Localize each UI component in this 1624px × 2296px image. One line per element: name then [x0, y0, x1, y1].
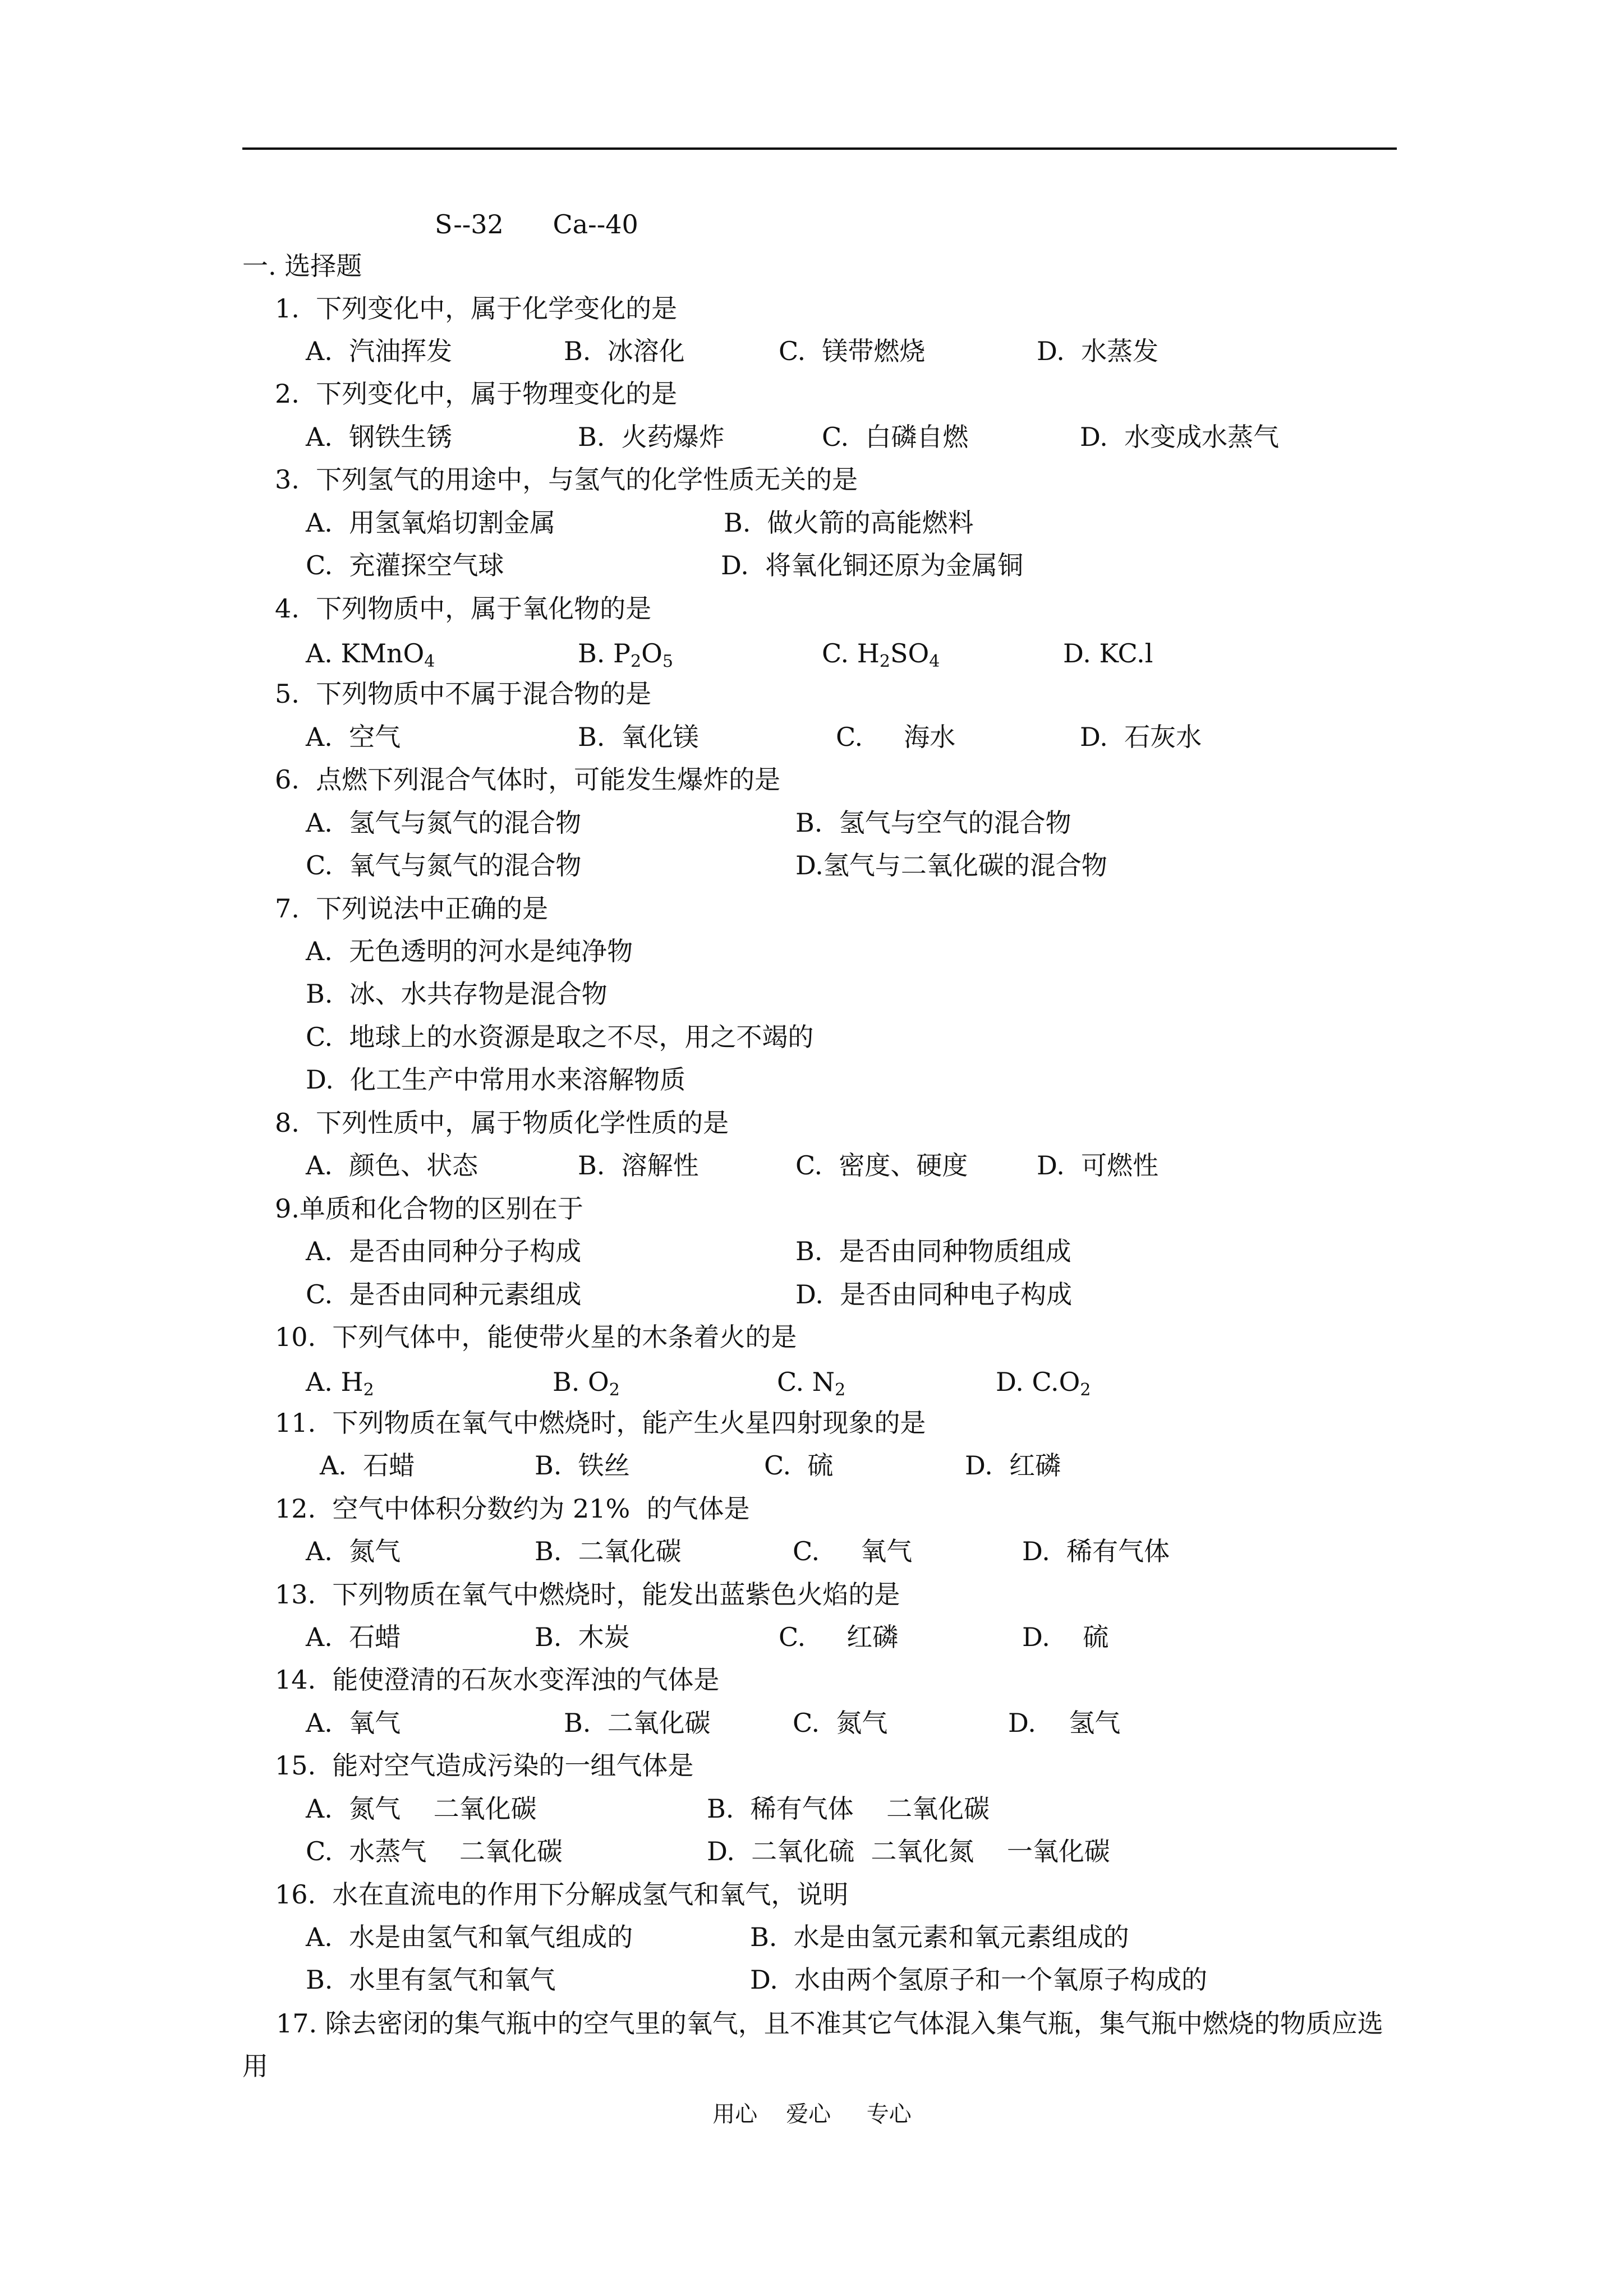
option-b: B. 水是由氢元素和氧元素组成的 [750, 1922, 1129, 1952]
option-b: B. 冰、水共存物是混合物 [306, 979, 608, 1009]
option-c: C. 氧气 [793, 1536, 913, 1566]
option-a: A. 石蜡 [320, 1450, 415, 1481]
option-a: A. 氮气 二氧化碳 [306, 1794, 537, 1824]
option-b: B. 火药爆炸 [578, 422, 725, 452]
option-d: D. 二氧化硫 二氧化氮 一氧化碳 [707, 1836, 1110, 1866]
option-c: C. 是否由同种元素组成 [306, 1279, 582, 1310]
option-d: D. 化工生产中常用水来溶解物质 [306, 1064, 686, 1095]
option-b: B. $O_2$ [553, 1367, 620, 1400]
option-d: D. 是否由同种电子构成 [795, 1279, 1073, 1310]
option-b: B. 木炭 [535, 1622, 630, 1652]
option-b: B. 氧化镁 [578, 722, 699, 752]
option-b: B. 做火箭的高能燃料 [724, 508, 974, 538]
question-stem: 6. 点燃下列混合气体时，可能发生爆炸的是 [275, 764, 781, 795]
option-b: B. 铁丝 [535, 1450, 630, 1481]
option-b: B. 二氧化碳 [564, 1708, 711, 1738]
question-stem: 2. 下列变化中，属于物理变化的是 [275, 379, 678, 409]
option-c: C. 密度、硬度 [795, 1150, 968, 1181]
option-d: D. $C.O_2$ [996, 1367, 1091, 1400]
option-d: D. 可燃性 [1037, 1150, 1159, 1181]
question-stem: 11. 下列物质在氧气中燃烧时，能产生火星四射现象的是 [275, 1408, 926, 1438]
option-b: B. 氢气与空气的混合物 [795, 808, 1071, 838]
option-d: D. KC.l [1063, 638, 1153, 668]
header-rule [242, 147, 1397, 150]
option-d: D. 将氧化铜还原为金属铜 [721, 550, 1024, 580]
option-d: D. 水蒸发 [1037, 336, 1159, 366]
option-a: A. 氮气 [306, 1536, 401, 1566]
question-stem: 13. 下列物质在氧气中燃烧时，能发出蓝紫色火焰的是 [275, 1579, 900, 1610]
option-c: C. 水蒸气 二氧化碳 [306, 1836, 563, 1866]
question-stem: 16. 水在直流电的作用下分解成氢气和氧气，说明 [275, 1879, 849, 1910]
option-c: C. 红磷 [779, 1622, 899, 1652]
question-stem: 8. 下列性质中，属于物质化学性质的是 [275, 1108, 729, 1138]
option-d: D. 硫 [1022, 1622, 1109, 1652]
option-b: B. 稀有气体 二氧化碳 [707, 1794, 990, 1824]
option-a: A. KMnO$_4$ [306, 638, 435, 671]
option-c: C. 白磷自燃 [822, 422, 969, 452]
option-a: A. 氧气 [306, 1708, 401, 1738]
option-c: C. 海水 [836, 722, 956, 752]
question-stem: 17. 除去密闭的集气瓶中的空气里的氧气，且不准其它气体混入集气瓶，集气瓶中燃烧的物质应选用 [242, 2008, 1383, 2081]
question-stem: 9.单质和化合物的区别在于 [275, 1193, 583, 1224]
option-d: D. 石灰水 [1080, 722, 1202, 752]
option-c: C. $N_2$ [777, 1367, 846, 1400]
option-a: A. 空气 [306, 722, 401, 752]
option-c: C. 硫 [764, 1450, 834, 1481]
option-a: A. $H_2$ [306, 1367, 374, 1400]
option-c: C. 氮气 [793, 1708, 888, 1738]
question-stem: 1. 下列变化中，属于化学变化的是 [275, 293, 678, 324]
option-a: A. 颜色、状态 [306, 1150, 479, 1181]
option-b: B. 溶解性 [578, 1150, 699, 1181]
option-c: C. 氧气与氮气的混合物 [306, 850, 582, 880]
option-a: A. 石蜡 [306, 1622, 401, 1652]
option-c: C. 镁带燃烧 [779, 336, 926, 366]
option-a: A. 氢气与氮气的混合物 [306, 808, 582, 838]
option-c: C. $H_2SO_4$ [822, 638, 940, 671]
option-b: B. 是否由同种物质组成 [795, 1236, 1071, 1266]
question-stem: 3. 下列氢气的用途中，与氢气的化学性质无关的是 [275, 464, 858, 495]
page-footer: 用心 爱心 专心 [712, 2101, 912, 2127]
question-stem: 7. 下列说法中正确的是 [275, 893, 549, 924]
option-d: D. 氢气 [1008, 1708, 1121, 1738]
option-b: B. 冰溶化 [564, 336, 685, 366]
question-stem: 5. 下列物质中不属于混合物的是 [275, 679, 652, 709]
question-stem: 14. 能使澄清的石灰水变浑浊的气体是 [275, 1665, 720, 1695]
option-d: D. 水变成水蒸气 [1080, 422, 1280, 452]
question-stem: 12. 空气中体积分数约为 21% 的气体是 [275, 1493, 750, 1524]
option-c: B. 水里有氢气和氧气 [306, 1965, 556, 1995]
option-c: C. 地球上的水资源是取之不尽，用之不竭的 [306, 1022, 814, 1052]
option-b: B. 二氧化碳 [535, 1536, 682, 1566]
question-stem: 4. 下列物质中，属于氧化物的是 [275, 593, 652, 624]
option-a: A. 用氢氧焰切割金属 [306, 508, 556, 538]
question-stem: 10. 下列气体中，能使带火星的木条着火的是 [275, 1322, 797, 1352]
option-a: A. 汽油挥发 [306, 336, 453, 366]
option-d: D. 红磷 [965, 1450, 1061, 1481]
question-stem: 15. 能对空气造成污染的一组气体是 [275, 1750, 694, 1781]
option-d: D. 水由两个氢原子和一个氧原子构成的 [750, 1965, 1208, 1995]
option-a: A. 钢铁生锈 [306, 422, 453, 452]
option-a: A. 是否由同种分子构成 [306, 1236, 582, 1266]
section-title: 一. 选择题 [242, 251, 362, 281]
option-d: D.氢气与二氧化碳的混合物 [795, 850, 1107, 880]
option-a: A. 水是由氢气和氧气组成的 [306, 1922, 633, 1952]
option-a: A. 无色透明的河水是纯净物 [306, 936, 633, 966]
option-b: B. $P_2O_5$ [578, 638, 673, 671]
atomic-masses-line: S--32 Ca--40 [435, 209, 638, 239]
option-c: C. 充灌探空气球 [306, 550, 504, 580]
option-d: D. 稀有气体 [1022, 1536, 1170, 1566]
